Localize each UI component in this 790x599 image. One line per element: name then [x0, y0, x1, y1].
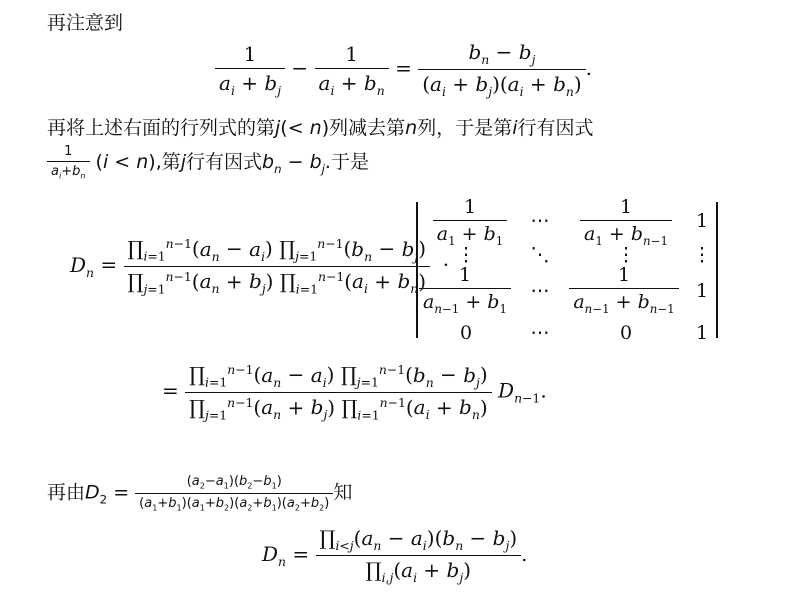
equation-dn-recurrence: = $\frac{\prod_{i=1}^{n-1}(a_n - a_i) \prod_{j=1}^{n-1}(b_n - b_j)}{\prod_{j=1}^{n-1}(a_n + b_j) \prod_{i=1}^{n-1}(a_i + b_n)}$ $D_{n-1}$.	[162, 362, 547, 423]
equation-dn-final: $D_n$ = $\frac{\prod_{i<j}(a_n - a_i)(b_n - b_j)}{\prod_{i,j}(a_i + b_j)}$ .	[262, 526, 528, 585]
text-base-case: 再由$D_2$ = $\frac{(a_2-a_1)(b_2-b_1)}{(a_1+b_1)(a_1+b_2)(a_2+b_1)(a_2+b_2)}$ 知	[47, 474, 353, 513]
text-column-operation: 再将上述右面的行列式的第j(< n)列减去第n列，于是第i行有因式	[47, 117, 594, 139]
equation-dn-factored: $D_n$ = $\frac{\prod_{i=1}^{n-1}(a_n - a_i) \prod_{j=1}^{n-1}(b_n - b_j)}{\prod_{j=1}^{n-1}(a_n + b_j) \prod_{i=1}^{n-1}(a_i + b_n)}$ ·	[70, 236, 450, 297]
determinant-matrix: $\frac{1}{a_1 + b_1}$ ⋯ $\frac{1}{a_1 + b_{n-1}}$ 1 ⋮ ⋱ ⋮ ⋮ $\frac{1}{a_{n-1} + b_1}$ ⋯ $\frac{1}{a_{n-1} + b_{n-1}}$ 1 0 ⋯ 0 1	[412, 198, 722, 344]
text-intro: 再注意到	[47, 12, 124, 34]
text-factors: $\frac{1}{a_i+b_n}$ (i < n),第j行有因式$b_n - b_j$.于是	[47, 144, 369, 181]
equation-difference-of-fractions: $\frac{1}{a_i + b_j}$ − $\frac{1}{a_i + b_n}$ = $\frac{b_n - b_j}{(a_i + b_j)(a_i + b_n)}$ .	[215, 40, 592, 99]
